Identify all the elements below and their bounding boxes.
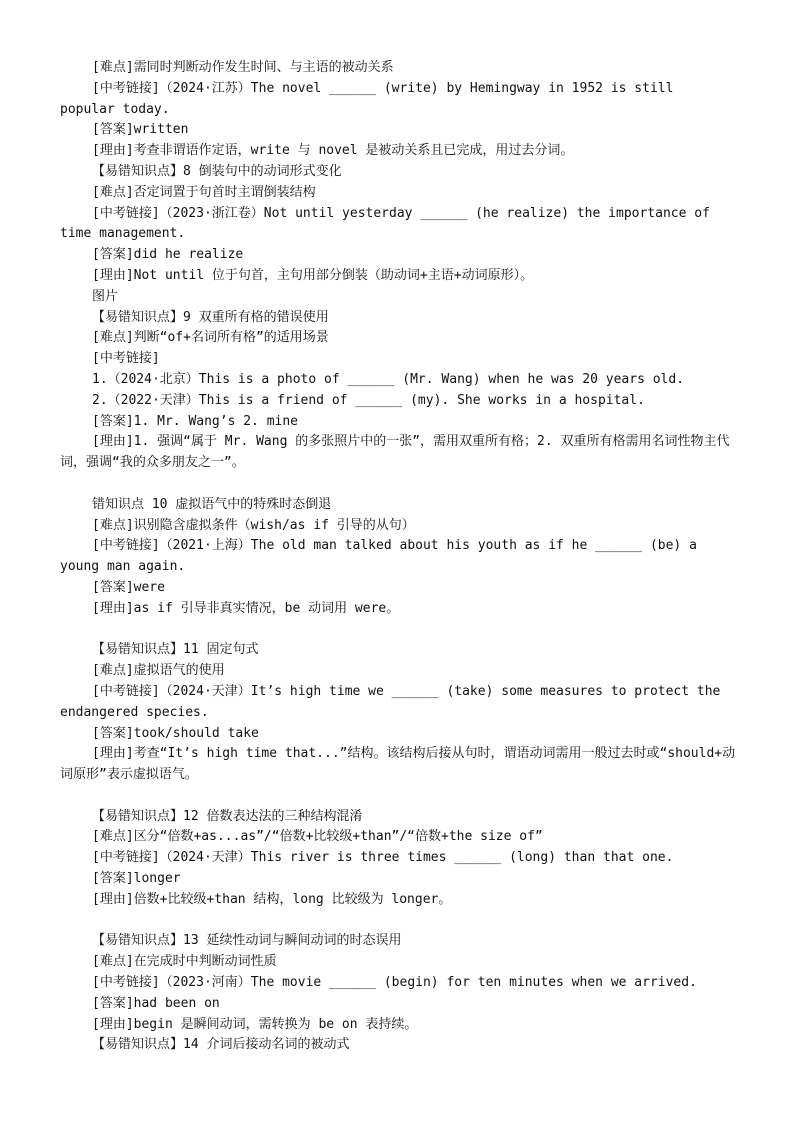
- text-line: 【易错知识点】13 延续性动词与瞬间动词的时态误用: [92, 933, 402, 949]
- text-line: [中考链接]（2024·天津）This river is three times ______ (long) than that one.: [92, 850, 674, 866]
- document-page: [0, 58, 794, 1056]
- text-line: 【易错知识点】9 双重所有格的错误使用: [92, 309, 329, 325]
- text-line: [理由]as if 引导非真实情况，be 动词用 were。: [92, 600, 400, 616]
- blank-line: [0, 911, 794, 932]
- text-line: [答案]did he realize: [92, 247, 244, 263]
- text-line: [难点]需同时判断动作发生时间、与主语的被动关系: [92, 60, 394, 75]
- text-line: [中考链接]（2023·河南）The movie ______ (begin) for ten minutes when we arrived.: [92, 975, 697, 991]
- text-line: [理由]1. 强调“属于 Mr. Wang 的多张照片中的一张”，需用双重所有格；2. 双重所有格需用名词性物主代词，强调“我的众多朋友之一”。: [60, 434, 730, 471]
- text-line: 1.（2024·北京）This is a photo of ______ (Mr. Wang) when he was 20 years old.: [92, 371, 685, 387]
- blank-line: [0, 620, 794, 641]
- text-line: [中考链接]（2023·浙江卷）Not until yesterday ______ (he realize) the importance of time management.: [60, 205, 710, 242]
- text-line: [中考链接]（2024·天津）It’s high time we ______ (take) some measures to protect the endangered species.: [60, 683, 721, 720]
- text-line: [答案]written: [92, 122, 189, 138]
- text-line: [答案]had been on: [92, 995, 220, 1011]
- text-line: [中考链接]（2021·上海）The old man talked about his youth as if he ______ (be) a young man again.: [60, 538, 697, 575]
- text-line: [答案]took/should take: [92, 725, 259, 741]
- blank-line: [0, 474, 794, 495]
- text-line: [理由]begin 是瞬间动词，需转换为 be on 表持续。: [92, 1016, 418, 1032]
- text-line: 【易错知识点】12 倍数表达法的三种结构混淆: [92, 808, 363, 824]
- text-line: [理由]考查“It’s high time that...”结构。该结构后接从句时，谓语动词需用一般过去时或“should+动词原形”表示虚拟语气。: [60, 746, 736, 783]
- text-line: [难点]区分“倍数+as...as”/“倍数+比较级+than”/“倍数+the size of”: [92, 829, 543, 845]
- text-line: 【易错知识点】8 倒装句中的动词形式变化: [92, 163, 342, 179]
- text-line: 2.（2022·天津）This is a friend of ______ (my). She works in a hospital.: [92, 392, 645, 408]
- text-line: [理由]考查非谓语作定语，write 与 novel 是被动关系且已完成，用过去分词。: [92, 143, 574, 159]
- blank-line: [0, 786, 794, 807]
- text-line: [中考链接]: [92, 351, 160, 367]
- text-line: [难点]识别隐含虚拟条件（wish/as if 引导的从句）: [92, 517, 415, 533]
- text-line: [答案]were: [92, 579, 165, 595]
- text-line: [理由]倍数+比较级+than 结构，long 比较级为 longer。: [92, 891, 452, 907]
- text-line: 图片: [92, 288, 119, 304]
- text-line: [答案]1. Mr. Wang’s 2. mine: [92, 413, 299, 429]
- text-line: 【易错知识点】14 介词后接动名词的被动式: [92, 1037, 350, 1053]
- text-line: 【易错知识点】11 固定句式: [92, 642, 259, 658]
- text-line: 错知识点 10 虚拟语气中的特殊时态倒退: [92, 496, 332, 512]
- text-line: [难点]判断“of+名词所有格”的适用场景: [92, 330, 329, 346]
- text-line: [答案]longer: [92, 871, 181, 887]
- text-line: [中考链接]（2024·江苏）The novel ______ (write) by Hemingway in 1952 is still popular today.: [60, 80, 674, 117]
- text-line: [难点]否定词置于句首时主谓倒装结构: [92, 184, 316, 200]
- text-line: [理由]Not until 位于句首，主句用部分倒装（助动词+主语+动词原形）。: [92, 267, 534, 283]
- text-line: [难点]在完成时中判断动词性质: [92, 954, 277, 970]
- text-line: [难点]虚拟语气的使用: [92, 663, 225, 679]
